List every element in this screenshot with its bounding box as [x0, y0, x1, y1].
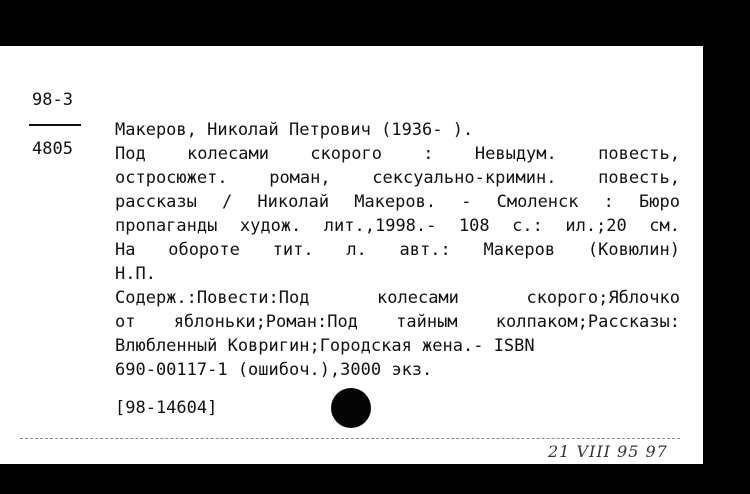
catalog-card	[0, 46, 703, 464]
note-line: Н.П.	[115, 264, 156, 284]
dashed-divider	[20, 438, 680, 439]
record-id: [98-14604]	[115, 398, 218, 418]
punch-hole	[331, 388, 371, 428]
author-mark: 4805	[32, 139, 73, 159]
contents-line: от яблоньки;Роман:Под тайным колпаком;Рассказы:	[115, 312, 680, 332]
heading-line: Макеров, Николай Петрович (1936- ).	[115, 120, 474, 140]
description-line: рассказы / Николай Макеров. - Смоленск : Бюро	[115, 192, 680, 212]
description-line: Под колесами скорого : Невыдум. повесть,	[115, 144, 680, 164]
note-line: На обороте тит. л. авт.: Макеров (Ковюлин)	[115, 240, 680, 260]
description-line: пропаганды худож. лит.,1998.- 108 с.: ил.;20 см.	[115, 216, 680, 236]
contents-line: Содерж.:Повести:Под колесами скорого;Яблочко	[115, 288, 680, 308]
shelf-code: 98-3	[32, 90, 73, 110]
shelf-code-rule	[29, 124, 81, 126]
description-line: остросюжет. роман, сексуально-кримин. повесть,	[115, 168, 680, 188]
contents-line: Влюбленный Ковригин;Городская жена.- ISBN	[115, 336, 535, 356]
handwritten-note: 21 VIII 95 97	[548, 442, 668, 461]
contents-line: 690-00117-1 (ошибоч.),3000 экз.	[115, 360, 433, 380]
